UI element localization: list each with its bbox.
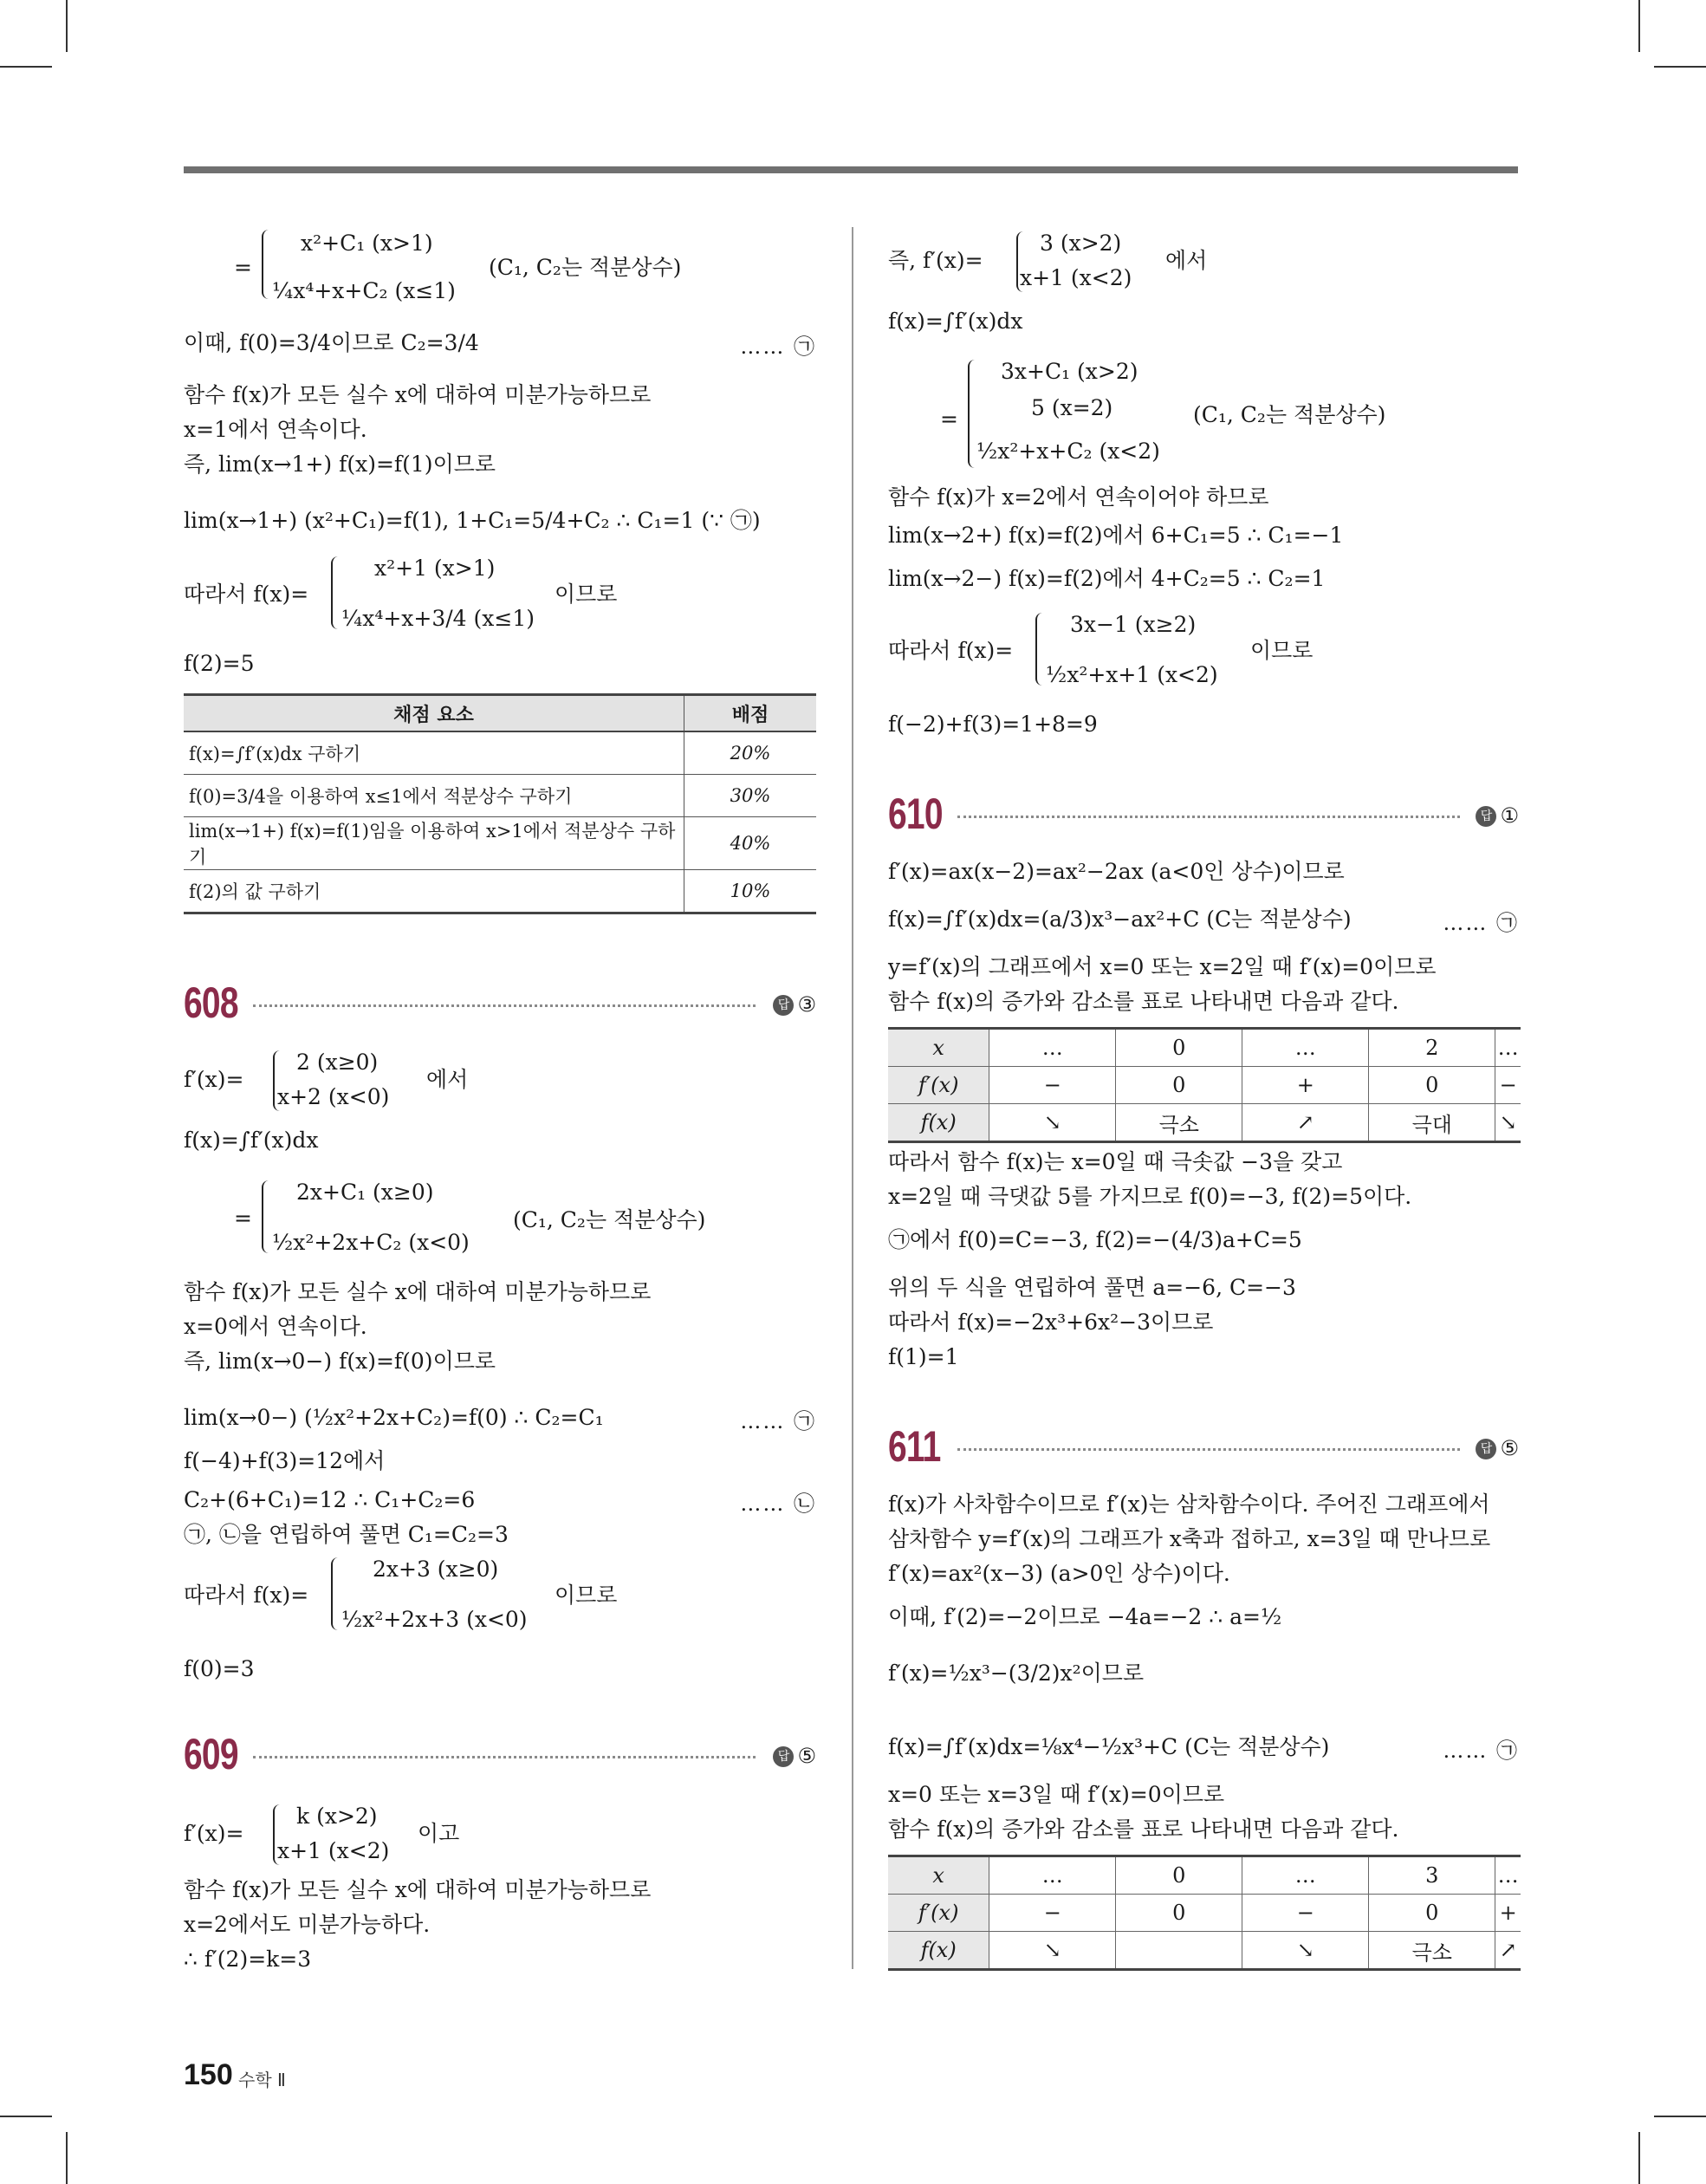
brace: [331, 556, 341, 629]
answer-marker: [773, 1744, 816, 1768]
text-line: 따라서 f(x)=: [888, 638, 1014, 663]
text-line: ∴ f′(2)=k=3: [184, 1947, 312, 1972]
table-cell: 3: [1369, 1856, 1495, 1895]
text-line: f(x)=∫f′(x)dx=⅛x⁴−½x³+C (C는 적분상수): [888, 1734, 1330, 1759]
table-cell: +: [1242, 1067, 1369, 1104]
grading-score: 10%: [684, 870, 817, 913]
case-line: 2 (x≥0): [296, 1050, 379, 1075]
text-line: f(x)가 사차함수이므로 f′(x)는 삼차함수이다. 주어진 그래프에서: [888, 1492, 1490, 1517]
table-cell: 0: [1116, 1895, 1242, 1932]
text-line: 즉, lim(x→0−) f(x)=f(0)이므로: [184, 1349, 496, 1374]
text-line: f(−4)+f(3)=12에서: [184, 1448, 386, 1473]
answer-marker: [773, 992, 816, 1017]
grading-item: lim(x→1+) f(x)=f(1)임을 이용하여 x>1에서 적분상수 구하기: [184, 817, 684, 870]
text-line: 즉, f′(x)=: [888, 248, 983, 273]
table-cell: 2: [1369, 1029, 1495, 1067]
case-line: ¼x⁴+x+3/4 (x≤1): [341, 606, 535, 631]
table-cell: 극소: [1116, 1104, 1242, 1142]
text-line: 이때, f(0)=3/4이므로 C₂=3/4: [184, 330, 479, 355]
text-line: f′(x)=: [184, 1821, 244, 1846]
case-line: 5 (x=2): [1031, 395, 1113, 420]
table-cell: −: [1242, 1895, 1369, 1932]
case-line: x²+C₁ (x>1): [301, 231, 433, 256]
equation-tag: …… ㉠: [740, 1409, 816, 1433]
table-cell: 0: [1116, 1856, 1242, 1895]
text-line: 따라서 f(x)=: [184, 582, 309, 607]
grading-score: 40%: [684, 817, 817, 870]
answer-label: 답: [773, 1746, 794, 1767]
text-line: x=0에서 연속이다.: [184, 1314, 367, 1339]
text-line: x=2에서도 미분가능하다.: [184, 1912, 431, 1937]
text-line: 이므로: [555, 582, 618, 607]
text-line: 따라서 f(x)=−2x³+6x²−3이므로: [888, 1310, 1214, 1335]
table-row: [888, 1067, 1521, 1104]
text-line: 함수 f(x)가 모든 실수 x에 대하여 미분가능하므로: [184, 382, 652, 407]
table-cell: f′(x): [888, 1067, 989, 1104]
text-line: 함수 f(x)의 증가와 감소를 표로 나타내면 다음과 같다.: [888, 989, 1399, 1014]
table-row: [184, 731, 816, 775]
text-line: f′(x)=½x³−(3/2)x²이므로: [888, 1661, 1145, 1686]
grading-header: 배점: [684, 695, 817, 732]
answer-value: ⑤: [1500, 1436, 1519, 1460]
case-line: k (x>2): [296, 1804, 378, 1829]
table-cell: −: [989, 1067, 1116, 1104]
text-line: f(2)=5: [184, 651, 255, 676]
leader-dots: [253, 1756, 756, 1758]
table-cell: ↘: [989, 1932, 1116, 1970]
grading-score: 30%: [684, 775, 817, 817]
text-line: 에서: [1165, 248, 1208, 273]
problem-number-610: 610: [888, 790, 943, 838]
table-cell: 극소: [1369, 1932, 1495, 1970]
text-line: x=1에서 연속이다.: [184, 417, 367, 442]
text-line: x=0 또는 x=3일 때 f′(x)=0이므로: [888, 1782, 1225, 1807]
leader-dots: [253, 1004, 756, 1007]
table-row: [888, 1029, 1521, 1067]
crop-mark: [66, 0, 68, 52]
table-cell: ↘: [1242, 1932, 1369, 1970]
crop-mark: [0, 2116, 52, 2117]
text-line: f(x)=∫f′(x)dx=(a/3)x³−ax²+C (C는 적분상수): [888, 907, 1352, 932]
equation-tag: …… ㉠: [1443, 911, 1519, 935]
table-cell: 0: [1369, 1067, 1495, 1104]
text-line: 이고: [418, 1821, 460, 1846]
case-line: ¼x⁴+x+C₂ (x≤1): [272, 278, 456, 303]
answer-value: ③: [797, 992, 816, 1017]
text-line: lim(x→0−) (½x²+2x+C₂)=f(0) ∴ C₂=C₁: [184, 1405, 604, 1430]
text-line: 이때, f′(2)=−2이므로 −4a=−2 ∴ a=½: [888, 1604, 1282, 1629]
text-line: x=2일 때 극댓값 5를 가지므로 f(0)=−3, f(2)=5이다.: [888, 1184, 1412, 1209]
grading-score: 20%: [684, 731, 817, 775]
text-line: 에서: [426, 1067, 469, 1092]
text-line: ㉠에서 f(0)=C=−3, f(2)=−(4/3)a+C=5: [888, 1227, 1302, 1252]
text-line: 함수 f(x)가 모든 실수 x에 대하여 미분가능하므로: [184, 1279, 652, 1304]
table-row: [888, 1895, 1521, 1932]
table-cell: 0: [1116, 1029, 1242, 1067]
grading-header: 채점 요소: [184, 695, 684, 732]
brace: [331, 1557, 341, 1630]
answer-label: 답: [773, 995, 794, 1016]
grading-table: [184, 693, 816, 914]
table-cell: +: [1495, 1895, 1521, 1932]
table-cell: ↗: [1495, 1932, 1521, 1970]
grading-item: f(2)의 값 구하기: [184, 870, 684, 913]
text-line: f′(x)=: [184, 1067, 244, 1092]
case-line: ½x²+2x+C₂ (x<0): [272, 1230, 470, 1255]
table-row: [184, 817, 816, 870]
crop-mark: [1638, 2132, 1640, 2184]
text-line: 함수 f(x)가 x=2에서 연속이어야 하므로: [888, 484, 1269, 510]
text-line: 따라서 f(x)=: [184, 1583, 309, 1608]
table-cell: …: [989, 1856, 1116, 1895]
variation-table: [888, 1027, 1521, 1143]
grading-item: f(0)=3/4을 이용하여 x≤1에서 적분상수 구하기: [184, 775, 684, 817]
table-cell: ↗: [1242, 1104, 1369, 1142]
case-line: 2x+3 (x≥0): [373, 1557, 499, 1582]
leader-dots: [957, 1448, 1460, 1451]
variation-table: [888, 1855, 1521, 1971]
table-row: [888, 1856, 1521, 1895]
constant-note: (C₁, C₂는 적분상수): [489, 255, 682, 280]
table-row: [184, 775, 816, 817]
equation-tag: …… ㉡: [740, 1492, 816, 1516]
text-line: 이므로: [1250, 638, 1314, 663]
text-line: 삼차함수 y=f′(x)의 그래프가 x축과 접하고, x=3일 때 만나므로: [888, 1526, 1491, 1551]
table-cell: [1116, 1932, 1242, 1970]
answer-marker: [1476, 803, 1519, 828]
equation-tag: …… ㉠: [1443, 1739, 1519, 1763]
text-line: f(0)=3: [184, 1656, 255, 1681]
constant-note: (C₁, C₂는 적분상수): [1193, 402, 1386, 427]
table-cell: 0: [1369, 1895, 1495, 1932]
case-line: ½x²+x+C₂ (x<2): [976, 439, 1160, 464]
crop-mark: [66, 2132, 68, 2184]
table-row: [888, 1104, 1521, 1142]
case-line: ½x²+x+1 (x<2): [1046, 662, 1218, 687]
equals-sign: =: [234, 255, 252, 280]
equals-sign: =: [234, 1206, 252, 1231]
text-line: C₂+(6+C₁)=12 ∴ C₁+C₂=6: [184, 1487, 476, 1512]
case-line: x²+1 (x>1): [374, 556, 496, 581]
page-number: 150: [184, 2058, 233, 2091]
table-cell: …: [1495, 1856, 1521, 1895]
text-line: y=f′(x)의 그래프에서 x=0 또는 x=2일 때 f′(x)=0이므로: [888, 954, 1437, 979]
text-line: f(x)=∫f′(x)dx: [888, 309, 1023, 334]
equals-sign: =: [940, 406, 958, 432]
column-divider: [852, 227, 853, 1969]
problem-number-609: 609: [184, 1730, 238, 1778]
table-cell: −: [1495, 1067, 1521, 1104]
answer-value: ①: [1500, 803, 1519, 828]
text-line: lim(x→1+) (x²+C₁)=f(1), 1+C₁=5/4+C₂ ∴ C₁=1 (∵ ㉠): [184, 508, 761, 533]
answer-label: 답: [1476, 806, 1496, 827]
crop-mark: [0, 66, 52, 68]
brace: [262, 230, 272, 299]
table-cell: x: [888, 1029, 989, 1067]
problem-number-608: 608: [184, 978, 238, 1027]
answer-value: ⑤: [797, 1744, 816, 1768]
constant-note: (C₁, C₂는 적분상수): [513, 1207, 706, 1232]
case-line: 2x+C₁ (x≥0): [296, 1180, 434, 1205]
text-line: f(1)=1: [888, 1344, 959, 1369]
case-line: x+2 (x<0): [277, 1084, 390, 1109]
crop-mark: [1654, 66, 1706, 68]
header-rule: [184, 166, 1518, 173]
text-line: 위의 두 식을 연립하여 풀면 a=−6, C=−3: [888, 1275, 1296, 1300]
text-line: 함수 f(x)가 모든 실수 x에 대하여 미분가능하므로: [184, 1877, 652, 1902]
table-cell: 극대: [1369, 1104, 1495, 1142]
brace: [1035, 613, 1046, 686]
table-cell: f′(x): [888, 1895, 989, 1932]
case-line: x+1 (x<2): [1020, 265, 1132, 290]
grading-item: f(x)=∫f′(x)dx 구하기: [184, 731, 684, 775]
table-cell: x: [888, 1856, 989, 1895]
table-cell: …: [1495, 1029, 1521, 1067]
table-cell: 0: [1116, 1067, 1242, 1104]
answer-marker: [1476, 1436, 1519, 1460]
table-cell: …: [1242, 1029, 1369, 1067]
text-line: 함수 f(x)의 증가와 감소를 표로 나타내면 다음과 같다.: [888, 1817, 1399, 1842]
crop-mark: [1638, 0, 1640, 52]
subject-label: 수학 Ⅱ: [238, 2070, 286, 2090]
table-cell: ↘: [1495, 1104, 1521, 1142]
equation-tag: …… ㉠: [740, 335, 816, 359]
crop-mark: [1654, 2116, 1706, 2117]
leader-dots: [957, 816, 1460, 818]
table-cell: f(x): [888, 1932, 989, 1970]
case-line: 3 (x>2): [1040, 231, 1122, 256]
table-cell: …: [989, 1029, 1116, 1067]
case-line: x+1 (x<2): [277, 1838, 390, 1863]
text-line: f′(x)=ax(x−2)=ax²−2ax (a<0인 상수)이므로: [888, 859, 1345, 884]
text-line: ㉠, ㉡을 연립하여 풀면 C₁=C₂=3: [184, 1522, 509, 1547]
text-line: 즉, lim(x→1+) f(x)=f(1)이므로: [184, 452, 496, 477]
text-line: f′(x)=ax²(x−3) (a>0인 상수)이다.: [888, 1561, 1230, 1586]
table-cell: ↘: [989, 1104, 1116, 1142]
text-line: 이므로: [555, 1583, 618, 1608]
table-cell: …: [1242, 1856, 1369, 1895]
case-line: 3x+C₁ (x>2): [1001, 359, 1138, 384]
text-line: lim(x→2−) f(x)=f(2)에서 4+C₂=5 ∴ C₂=1: [888, 566, 1326, 591]
table-row: [184, 870, 816, 913]
answer-label: 답: [1476, 1439, 1496, 1459]
text-line: f(−2)+f(3)=1+8=9: [888, 712, 1098, 737]
brace: [262, 1180, 272, 1253]
case-line: ½x²+2x+3 (x<0): [341, 1607, 528, 1632]
case-line: 3x−1 (x≥2): [1070, 612, 1197, 637]
problem-number-611: 611: [888, 1422, 941, 1471]
table-cell: −: [989, 1895, 1116, 1932]
text-line: 따라서 함수 f(x)는 x=0일 때 극솟값 −3을 갖고: [888, 1149, 1343, 1174]
table-cell: f(x): [888, 1104, 989, 1142]
text-line: f(x)=∫f′(x)dx: [184, 1128, 319, 1153]
table-row: [888, 1932, 1521, 1970]
text-line: lim(x→2+) f(x)=f(2)에서 6+C₁=5 ∴ C₁=−1: [888, 523, 1344, 548]
